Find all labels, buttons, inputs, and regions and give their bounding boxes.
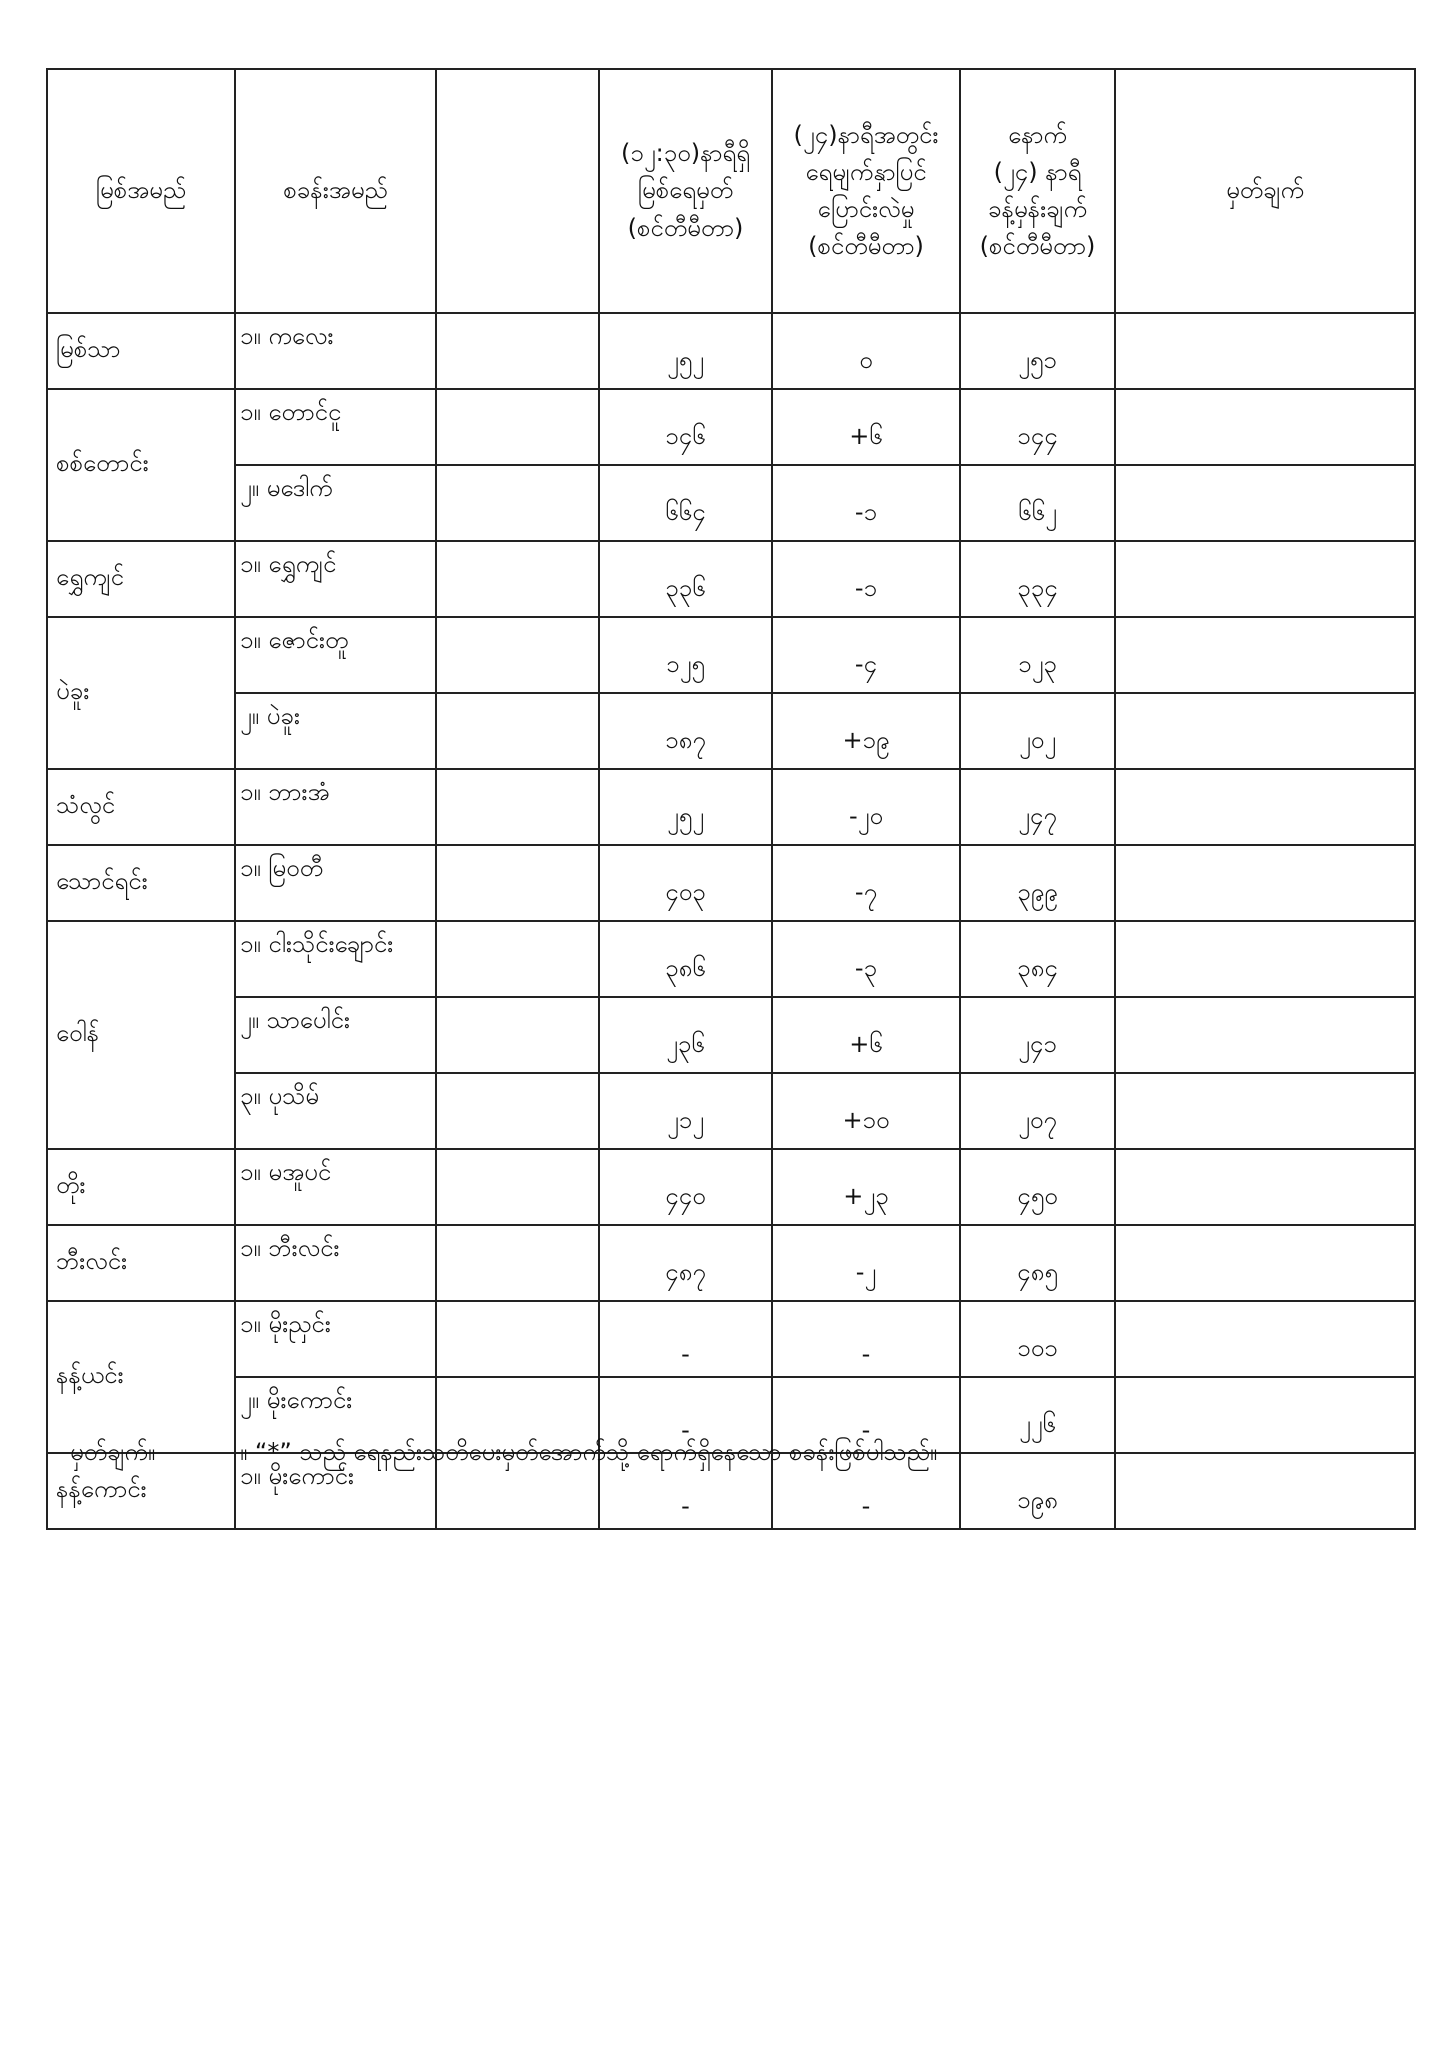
table-row: [47, 693, 1415, 769]
water-level-cell: ၄၀၃: [599, 845, 772, 921]
station-name-cell: ၁။ ဇောင်းတူ: [235, 617, 436, 693]
blank-cell: [436, 313, 599, 389]
table-row: [47, 997, 1415, 1073]
remark-cell: [1115, 1149, 1415, 1225]
station-name-cell: ၁။ ရွှေကျင်: [235, 541, 436, 617]
level-change-cell: +၁၉: [772, 693, 960, 769]
forecast-cell: ၂၀၇: [960, 1073, 1115, 1149]
water-level-cell: ၂၃၆: [599, 997, 772, 1073]
header-remark: မှတ်ချက်: [1115, 69, 1415, 313]
forecast-cell: ၃၉၉: [960, 845, 1115, 921]
table-row: [47, 541, 1415, 617]
remark-cell: [1115, 1453, 1415, 1529]
level-change-cell: -၂၀: [772, 769, 960, 845]
forecast-cell: ၃၈၄: [960, 921, 1115, 997]
remark-cell: [1115, 617, 1415, 693]
blank-cell: [436, 693, 599, 769]
header-blank: [436, 69, 599, 313]
station-name-cell: ၁။ ဘီးလင်း: [235, 1225, 436, 1301]
river-name-cell: နန့်ကောင်း: [47, 1453, 235, 1529]
blank-cell: [436, 617, 599, 693]
station-name-cell: ၃။ ပုသိမ်: [235, 1073, 436, 1149]
level-change-cell: +၁၀: [772, 1073, 960, 1149]
blank-cell: [436, 1225, 599, 1301]
remark-cell: [1115, 1301, 1415, 1377]
level-change-cell: +၂၃: [772, 1149, 960, 1225]
forecast-cell: ၁၄၄: [960, 389, 1115, 465]
remark-cell: [1115, 921, 1415, 997]
level-change-cell: -၇: [772, 845, 960, 921]
level-change-cell: +၆: [772, 997, 960, 1073]
station-name-cell: ၁။ မြဝတီ: [235, 845, 436, 921]
level-change-cell: -: [772, 1453, 960, 1529]
level-change-cell: -: [772, 1301, 960, 1377]
river-name-cell: ဝေါန်: [47, 921, 235, 1149]
forecast-cell: ၆၆၂: [960, 465, 1115, 541]
header-change: (၂၄)နာရီအတွင်း ရေမျက်နှာပြင် ပြောင်းလဲမှု (စင်တီမီတာ): [772, 69, 960, 313]
header-row: [47, 69, 1415, 313]
water-level-cell: ၂၁၂: [599, 1073, 772, 1149]
water-level-cell: ၂၅၂: [599, 313, 772, 389]
table-row: [47, 617, 1415, 693]
remark-cell: [1115, 1073, 1415, 1149]
remark-cell: [1115, 845, 1415, 921]
water-level-cell: -: [599, 1453, 772, 1529]
forecast-cell: ၄၅၀: [960, 1149, 1115, 1225]
footnote-label: မှတ်ချက်။: [70, 1438, 156, 1466]
forecast-cell: ၂၂၆: [960, 1377, 1115, 1453]
forecast-cell: ၁၉၈: [960, 1453, 1115, 1529]
river-name-cell: တိုး: [47, 1149, 235, 1225]
water-level-cell: ၁၈၇: [599, 693, 772, 769]
table-row: [47, 465, 1415, 541]
forecast-cell: ၁၀၁: [960, 1301, 1115, 1377]
forecast-cell: ၂၄၇: [960, 769, 1115, 845]
water-level-cell: ၃၈၆: [599, 921, 772, 997]
water-level-cell: ၃၃၆: [599, 541, 772, 617]
water-level-cell: ၄၈၇: [599, 1225, 772, 1301]
header-station: စခန်းအမည်: [235, 69, 436, 313]
table-row: [47, 845, 1415, 921]
remark-cell: [1115, 1225, 1415, 1301]
remark-cell: [1115, 389, 1415, 465]
level-change-cell: -၃: [772, 921, 960, 997]
river-name-cell: သံလွင်: [47, 769, 235, 845]
table-row: [47, 1225, 1415, 1301]
river-name-cell: မြစ်သာ: [47, 313, 235, 389]
station-name-cell: ၁။ မိုးညှင်း: [235, 1301, 436, 1377]
remark-cell: [1115, 1377, 1415, 1453]
header-forecast: နောက် (၂၄) နာရီ ခန့်မှန်းချက် (စင်တီမီတာ): [960, 69, 1115, 313]
water-level-cell: ၁၄၆: [599, 389, 772, 465]
table-row: [47, 921, 1415, 997]
table-row: [47, 1149, 1415, 1225]
river-name-cell: စစ်တောင်း: [47, 389, 235, 541]
blank-cell: [436, 997, 599, 1073]
station-name-cell: ၁။ ဘားအံ: [235, 769, 436, 845]
river-name-cell: သောင်ရင်း: [47, 845, 235, 921]
station-name-cell: ၂။ ပဲခူး: [235, 693, 436, 769]
remark-cell: [1115, 997, 1415, 1073]
station-name-cell: ၁။ မိုးကောင်း: [235, 1453, 436, 1529]
table-body: [47, 313, 1415, 1529]
level-change-cell: -၁: [772, 541, 960, 617]
remark-cell: [1115, 769, 1415, 845]
footnote-text: ။ “*” သည် ရေနည်းသတိပေးမှတ်အောက်သို့ ရောက်ရှိနေသော စခန်းဖြစ်ပါသည်။: [240, 1438, 938, 1466]
water-level-cell: -: [599, 1377, 772, 1453]
station-name-cell: ၂။ သာပေါင်း: [235, 997, 436, 1073]
blank-cell: [436, 541, 599, 617]
water-level-cell: ၄၄၀: [599, 1149, 772, 1225]
station-name-cell: ၂။ မိုးကောင်း: [235, 1377, 436, 1453]
forecast-cell: ၂၄၁: [960, 997, 1115, 1073]
header-level: (၁၂:၃၀)နာရီရှိ မြစ်ရေမှတ် (စင်တီမီတာ): [599, 69, 772, 313]
water-level-table: [46, 68, 1416, 1530]
blank-cell: [436, 1149, 599, 1225]
table-row: [47, 313, 1415, 389]
forecast-cell: ၄၈၅: [960, 1225, 1115, 1301]
blank-cell: [436, 769, 599, 845]
level-change-cell: ၀: [772, 313, 960, 389]
table-row: [47, 1073, 1415, 1149]
water-level-cell: -: [599, 1301, 772, 1377]
water-level-cell: ၂၅၂: [599, 769, 772, 845]
river-name-cell: ဘီးလင်း: [47, 1225, 235, 1301]
table-row: [47, 769, 1415, 845]
station-name-cell: ၂။ မဒေါက်: [235, 465, 436, 541]
level-change-cell: +၆: [772, 389, 960, 465]
station-name-cell: ၁။ ငါးသိုင်းချောင်း: [235, 921, 436, 997]
river-name-cell: ပဲခူး: [47, 617, 235, 769]
water-level-report: [46, 68, 1414, 1530]
level-change-cell: -၄: [772, 617, 960, 693]
forecast-cell: ၂၀၂: [960, 693, 1115, 769]
table-row: [47, 389, 1415, 465]
level-change-cell: -၂: [772, 1225, 960, 1301]
level-change-cell: -၁: [772, 465, 960, 541]
forecast-cell: ၁၂၃: [960, 617, 1115, 693]
river-name-cell: ရွှေကျင်: [47, 541, 235, 617]
blank-cell: [436, 389, 599, 465]
river-name-cell: နန့်ယင်း: [47, 1301, 235, 1453]
forecast-cell: ၂၅၁: [960, 313, 1115, 389]
remark-cell: [1115, 313, 1415, 389]
water-level-cell: ၆၆၄: [599, 465, 772, 541]
blank-cell: [436, 845, 599, 921]
forecast-cell: ၃၃၄: [960, 541, 1115, 617]
footnote: [70, 1436, 937, 1472]
remark-cell: [1115, 465, 1415, 541]
station-name-cell: ၁။ တောင်ငူ: [235, 389, 436, 465]
station-name-cell: ၁။ ကလေး: [235, 313, 436, 389]
remark-cell: [1115, 541, 1415, 617]
table-row: [47, 1301, 1415, 1377]
blank-cell: [436, 921, 599, 997]
level-change-cell: -: [772, 1377, 960, 1453]
blank-cell: [436, 1073, 599, 1149]
blank-cell: [436, 1301, 599, 1377]
header-river: မြစ်အမည်: [47, 69, 235, 313]
water-level-cell: ၁၂၅: [599, 617, 772, 693]
station-name-cell: ၁။ မအူပင်: [235, 1149, 436, 1225]
remark-cell: [1115, 693, 1415, 769]
blank-cell: [436, 465, 599, 541]
